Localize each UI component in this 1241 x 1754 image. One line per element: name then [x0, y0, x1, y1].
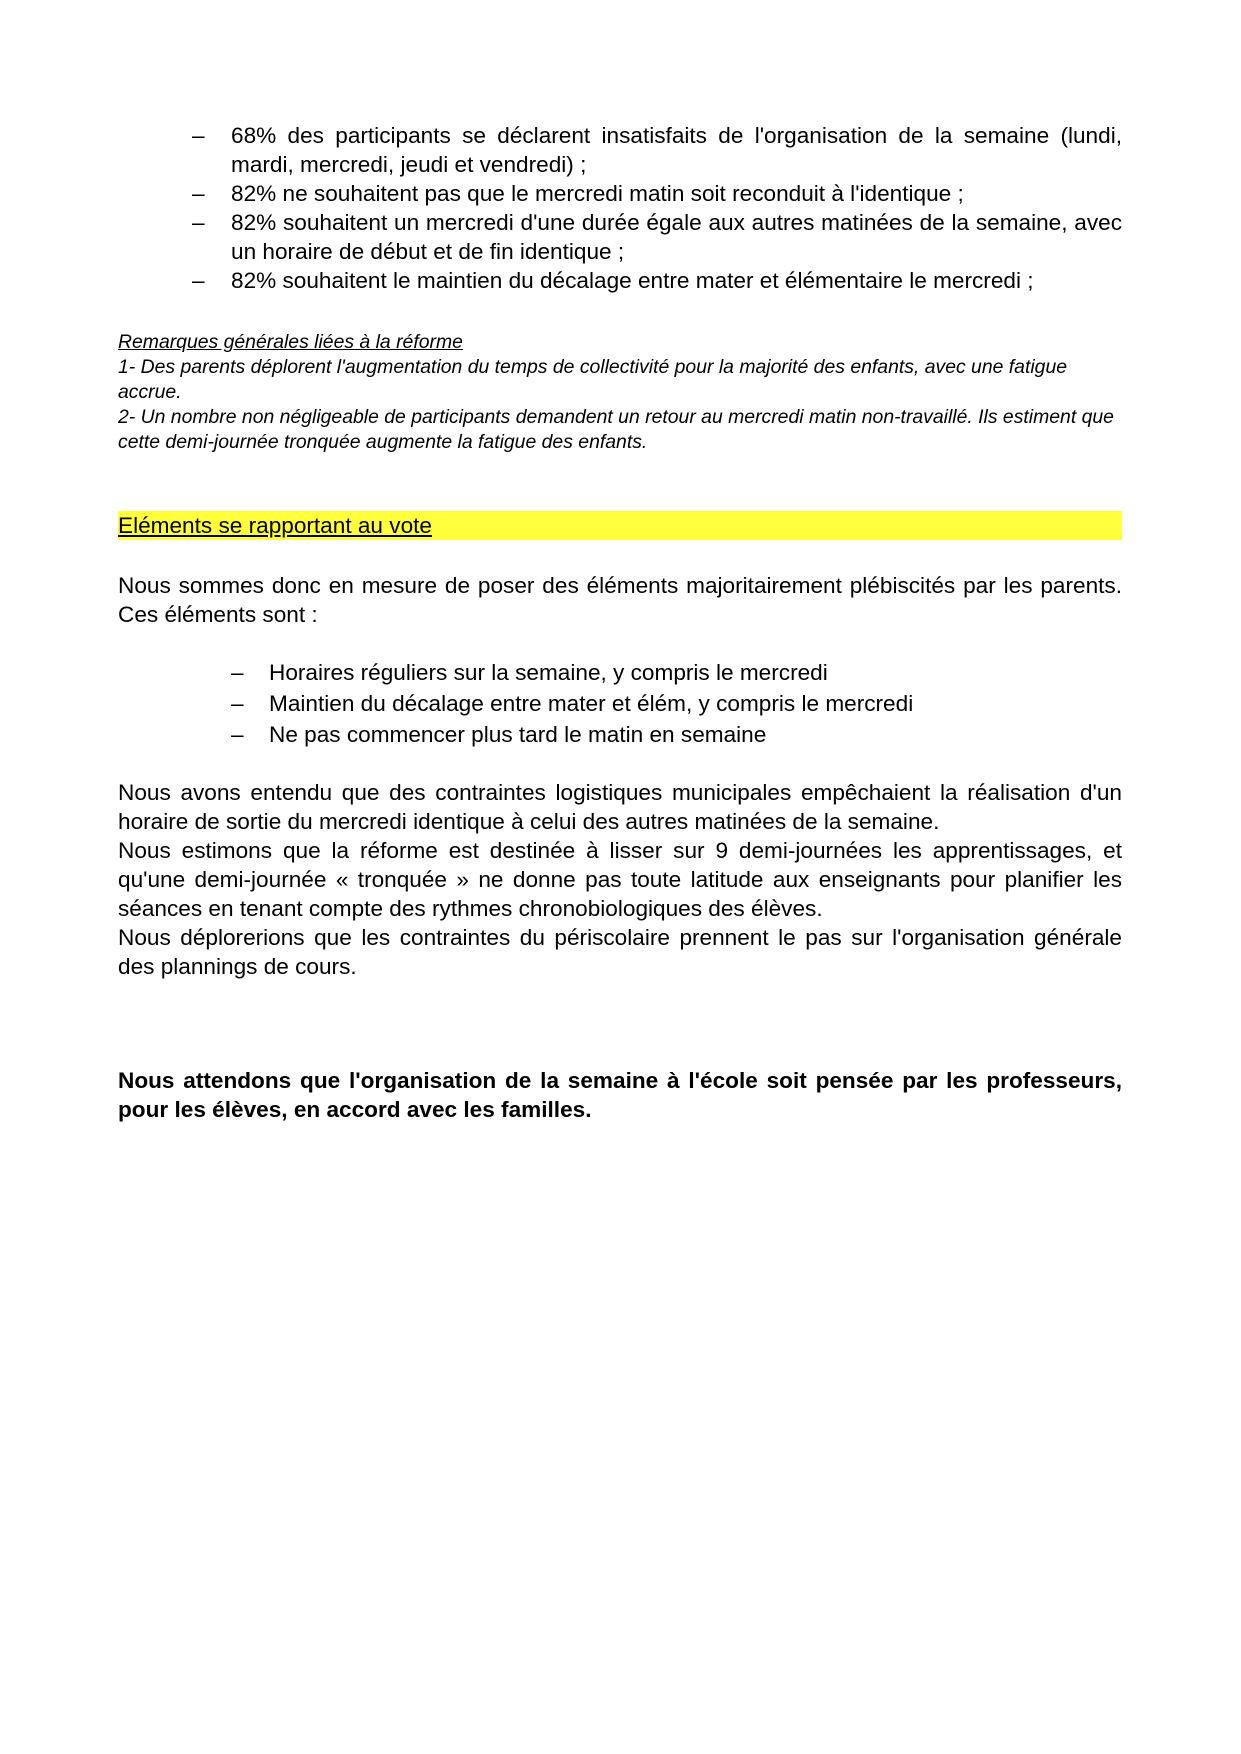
vote-element-text: Maintien du décalage entre mater et élém, y compris le mercredi: [269, 691, 914, 716]
remark-item: 1- Des parents déplorent l'augmentation du temps de collectivité pour la majorité des enfants, avec une fatigue accrue.: [118, 356, 1068, 403]
list-item: [118, 266, 1122, 295]
paragraph: Nous déplorerions que les contraintes du périscolaire prennent le pas sur l'organisation générale des plannings de cours.: [118, 925, 1122, 979]
survey-result-text: 82% ne souhaitent pas que le mercredi matin soit reconduit à l'identique ;: [231, 181, 964, 206]
vote-element-text: Ne pas commencer plus tard le matin en semaine: [269, 722, 767, 747]
remarks-heading: Remarques générales liées à la réforme: [118, 331, 463, 353]
paragraph: Nous avons entendu que des contraintes logistiques municipales empêchaient la réalisation d'un horaire de sortie du mercredi identique à celui des autres matinées de la semaine.: [118, 780, 1122, 834]
list-item: [118, 179, 1122, 208]
dash-bullet-icon: –: [192, 210, 205, 235]
remark-item: 2- Un nombre non négligeable de participants demandent un retour au mercredi matin non-travaillé. Ils estiment que cette demi-journée tronquée augmente la fatigue des enfants.: [118, 406, 1114, 453]
dash-bullet-icon: –: [192, 123, 205, 148]
survey-result-text: 68% des participants se déclarent insatisfaits de l'organisation de la semaine (lundi, mardi, mercredi, jeudi et vendredi) ;: [231, 123, 1122, 177]
list-item: [118, 121, 1122, 179]
list-item: [118, 657, 1122, 688]
vote-section-heading-text: Eléments se rapportant au vote: [118, 513, 432, 538]
vote-body-paragraphs: [118, 778, 1122, 981]
general-remarks: [118, 330, 1122, 455]
dash-bullet-icon: –: [192, 181, 205, 206]
conclusion-statement: Nous attendons que l'organisation de la semaine à l'école soit pensée par les professeurs, pour les élèves, en accord avec les familles.: [118, 1068, 1122, 1122]
list-item: [118, 688, 1122, 719]
list-item: [118, 719, 1122, 750]
dash-bullet-icon: –: [231, 722, 244, 747]
dash-bullet-icon: –: [231, 660, 244, 685]
dash-bullet-icon: –: [231, 691, 244, 716]
dash-bullet-icon: –: [192, 268, 205, 293]
vote-section-heading: [118, 511, 1122, 540]
list-item: [118, 208, 1122, 266]
vote-intro-paragraph: Nous sommes donc en mesure de poser des éléments majoritairement plébiscités par les parents. Ces éléments sont :: [118, 573, 1122, 627]
vote-element-text: Horaires réguliers sur la semaine, y compris le mercredi: [269, 660, 828, 685]
survey-result-text: 82% souhaitent un mercredi d'une durée égale aux autres matinées de la semaine, avec un horaire de début et de fin identique ;: [231, 210, 1122, 264]
survey-result-text: 82% souhaitent le maintien du décalage entre mater et élémentaire le mercredi ;: [231, 268, 1034, 293]
paragraph: Nous estimons que la réforme est destinée à lisser sur 9 demi-journées les apprentissages, et qu'une demi-journée « tronquée » ne donne pas toute latitude aux enseignants pour planifier les séances en tenant compte des rythmes chronobiologiques des élèves.: [118, 838, 1122, 921]
survey-results-list: [118, 121, 1122, 295]
vote-elements-list: [118, 657, 1122, 750]
